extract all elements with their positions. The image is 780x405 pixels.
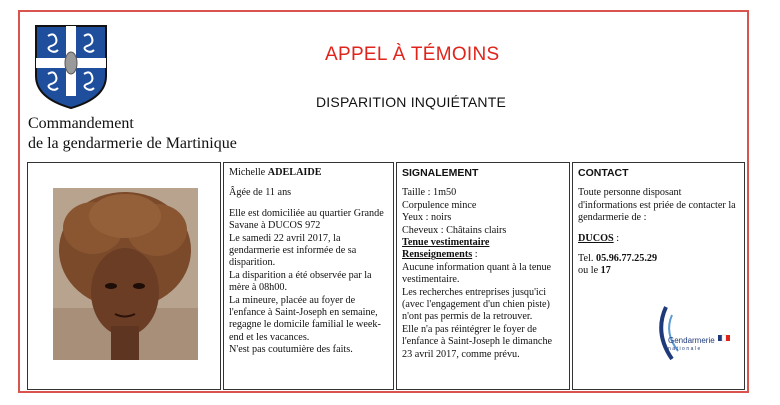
page-subtitle: DISPARITION INQUIÉTANTE: [316, 94, 506, 110]
contact-place: DUCOS: [578, 232, 614, 244]
org-line-2: de la gendarmerie de Martinique: [28, 135, 237, 152]
martinique-coat-of-arms-icon: [34, 24, 108, 110]
organization-name: [28, 114, 237, 154]
person-name: [229, 167, 388, 179]
person-age: Âgée de 11 ans: [229, 187, 292, 199]
information-heading-colon: :: [472, 249, 478, 261]
person-paragraph-1: Le samedi 22 avril 2017, la gendarmerie est informée de sa disparition.: [229, 232, 357, 269]
signalement-heading: SIGNALEMENT: [402, 167, 479, 179]
gendarmerie-nationale-logo-icon: [652, 305, 732, 365]
signalement-height: Taille : 1m50: [402, 187, 457, 199]
contact-phone-line: [578, 253, 739, 265]
contact-place-line: [578, 233, 739, 245]
information-heading: Renseignements: [402, 249, 473, 261]
contact-text: Toute personne disposant d'informations est priée de contacter la gendarmerie de :: [578, 187, 736, 224]
person-paragraph-4: N'est pas coutumière des faits.: [229, 344, 353, 356]
first-name: Michelle: [229, 167, 266, 178]
person-details-column: [223, 162, 394, 390]
org-line-1: Commandement: [28, 115, 134, 132]
person-address: Elle est domiciliée au quartier Grande Savane à DUCOS 972: [229, 207, 384, 232]
information-heading-line: [402, 249, 564, 261]
signalement-eyes: Yeux : noirs: [402, 212, 452, 224]
last-name: ADELAIDE: [267, 167, 322, 178]
contact-place-colon: :: [613, 232, 620, 244]
emergency-number[interactable]: 17: [600, 265, 611, 277]
information-paragraph-3: Elle n'a pas réintégrer le foyer de l'enfance à Saint-Joseph le dimanche 23 avril 2017, comme prévu.: [402, 323, 553, 360]
contact-heading: CONTACT: [578, 167, 629, 179]
gendarmerie-logo-text: [668, 336, 715, 354]
missing-person-photo: [53, 188, 198, 360]
signalement-hair: Cheveux : Châtains clairs: [402, 224, 507, 236]
emergency-label: ou le: [578, 265, 599, 277]
page-title: APPEL À TÉMOINS: [325, 44, 500, 65]
clothing-heading: Tenue vestimentaire: [402, 237, 490, 249]
logo-line-1: Gendarmerie: [668, 336, 715, 345]
person-paragraph-2: La disparition a été observée par la mère à 08h00.: [229, 269, 372, 294]
information-paragraph-1: Aucune information quant à la tenue vestimentaire.: [402, 261, 552, 286]
photo-panel: [27, 162, 221, 390]
contact-emergency-line: [578, 265, 739, 277]
signalement-column: [396, 162, 570, 390]
phone-label: Tel.: [578, 253, 594, 265]
phone-number[interactable]: 05.96.77.25.29: [595, 253, 658, 265]
signalement-build: Corpulence mince: [402, 199, 477, 211]
information-paragraph-2: Les recherches entreprises jusqu'ici (avec l'engagement d'un chien piste) n'ont pas permis de la retrouver.: [402, 286, 550, 323]
logo-line-2: nationale: [668, 346, 702, 352]
person-paragraph-3: La mineure, placée au foyer de l'enfance à Saint-Joseph en semaine, regagne le domicile familial le week-end et les vacances.: [229, 294, 381, 343]
